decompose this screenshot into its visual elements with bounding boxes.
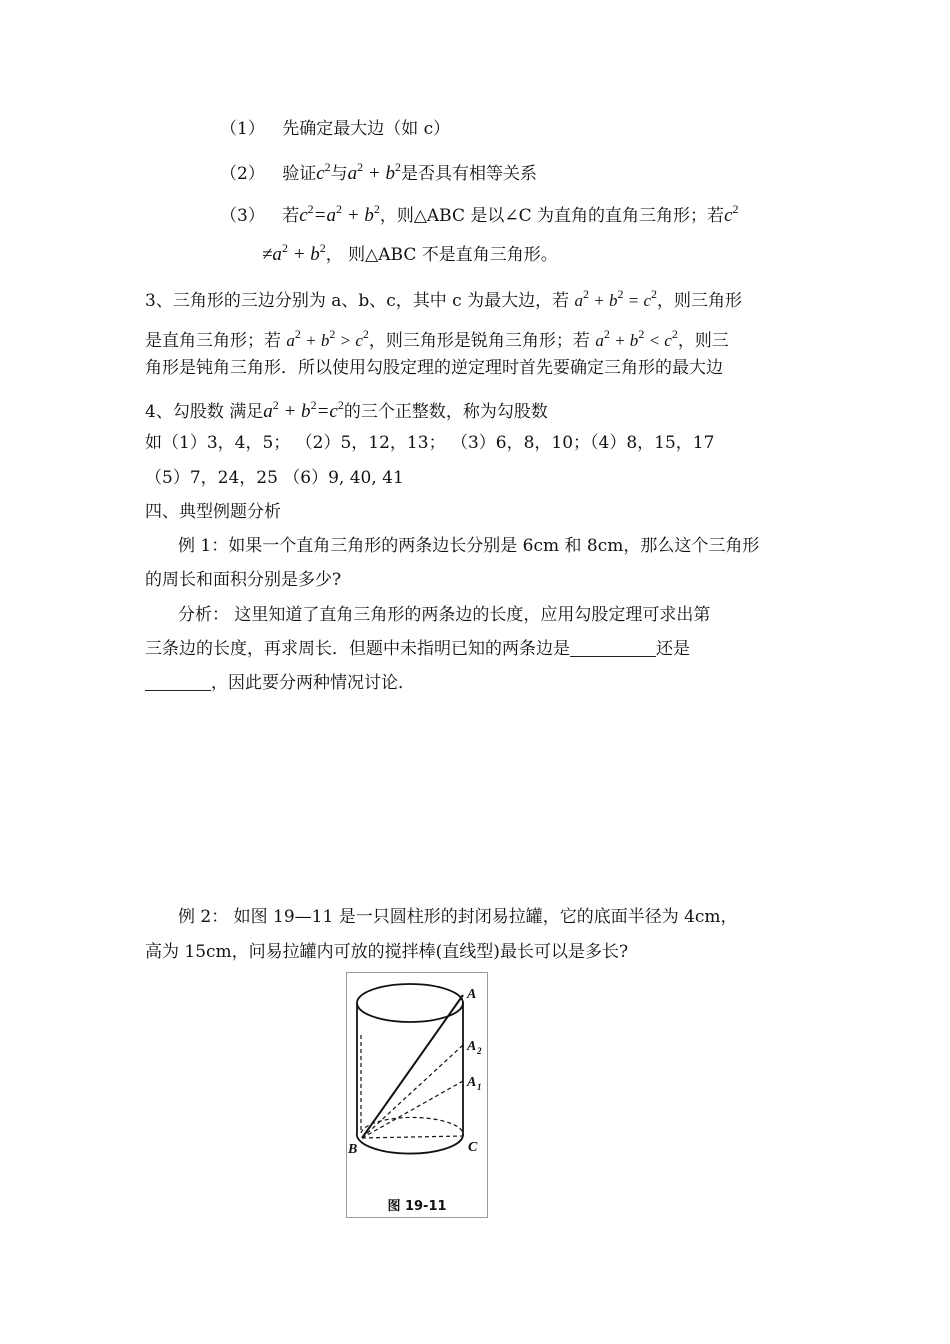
text: 3、三角形的三边分别为 a、b、c，其中 c 为最大边，若 bbox=[145, 291, 570, 311]
analysis-line-2 bbox=[145, 637, 690, 661]
text: 还是 bbox=[656, 639, 690, 659]
point-3-line-2 bbox=[145, 322, 729, 353]
point-4 bbox=[145, 393, 548, 424]
label-B: B bbox=[348, 1142, 358, 1157]
example-1-line-1: 例 1：如果一个直角三角形的两条边长分别是 6cm 和 8cm，那么这个三角形 bbox=[178, 536, 760, 556]
text: ，则三 bbox=[677, 331, 729, 351]
answer-blank-1[interactable] bbox=[570, 638, 656, 657]
step-3-cont bbox=[262, 236, 558, 267]
analysis-line-3 bbox=[145, 671, 415, 695]
diagonal-BA bbox=[362, 995, 463, 1138]
example-2-line-1: 例 2： 如图 19—11 是一只圆柱形的封闭易拉罐，它的底面半径为 4cm， bbox=[178, 907, 738, 927]
step-text: 先确定最大边（如 c） bbox=[282, 119, 451, 139]
label-A1: A bbox=[467, 1075, 477, 1090]
example-2-line-2: 高为 15cm，问易拉罐内可放的搅拌棒(直线型)最长可以是多长? bbox=[145, 942, 629, 962]
point-3-line-1 bbox=[145, 282, 742, 313]
bottom-arc-back bbox=[361, 1117, 463, 1136]
step-number: （1） bbox=[220, 119, 265, 139]
text: ，则三角形是锐角三角形；若 bbox=[368, 331, 590, 351]
label-A1-sub: 1 bbox=[477, 1082, 482, 1092]
formula-acute: $a^2 + b^2 > c^2$ bbox=[286, 327, 369, 350]
formula-c2: $c^2$ bbox=[316, 160, 331, 184]
text: 4、勾股数 满足 bbox=[145, 402, 264, 422]
text: ，因此要分两种情况讨论． bbox=[211, 673, 415, 693]
step-text: 与 bbox=[330, 164, 348, 184]
step-text: 验证 bbox=[282, 164, 317, 184]
answer-blank-2[interactable] bbox=[145, 672, 211, 691]
text: 三条边的长度，再求周长．但题中未指明已知的两条边是 bbox=[145, 639, 570, 659]
step-text: ，则△ABC 是以∠C 为直角的直角三角形；若 bbox=[379, 206, 725, 226]
formula-c2-eq: $c^2=a^2 + b^2$ bbox=[299, 202, 380, 226]
formula-obtuse: $a^2 + b^2 < c^2$ bbox=[595, 327, 678, 350]
figure-caption: 图 19-11 bbox=[387, 1199, 447, 1214]
diameter-BC bbox=[362, 1136, 463, 1138]
text: ，则三角形 bbox=[657, 291, 743, 311]
point-3-line-3: 角形是钝角三角形．所以使用勾股定理的逆定理时首先要确定三角形的最大边 bbox=[145, 358, 723, 378]
formula-a2-plus-b2: $a^2 + b^2$ bbox=[347, 160, 401, 184]
label-A2-sub: 2 bbox=[477, 1046, 482, 1056]
segment-BA1 bbox=[362, 1081, 463, 1138]
figure-cylinder bbox=[346, 972, 488, 1218]
formula-pythagoras: $a^2 + b^2=c^2$ bbox=[263, 398, 344, 422]
formula-right: $a^2 + b^2 = c^2$ bbox=[574, 287, 658, 310]
step-text: 若 bbox=[282, 206, 300, 226]
step-number: （3） bbox=[220, 206, 265, 226]
examples-line-1: 如（1）3，4，5； （2）5，12，13； （3）6，8，10；（4）8，15，17 bbox=[145, 433, 715, 453]
segment-BA2 bbox=[362, 1045, 463, 1138]
cylinder-diagram bbox=[347, 973, 487, 1217]
section-title: 四、典型例题分析 bbox=[145, 502, 281, 522]
formula-c2: $c^2$ bbox=[724, 202, 739, 226]
example-1-line-2: 的周长和面积分别是多少? bbox=[145, 570, 342, 590]
label-A2: A bbox=[467, 1039, 477, 1054]
label-C: C bbox=[468, 1140, 478, 1155]
step-2 bbox=[220, 155, 537, 186]
text: 是直角三角形；若 bbox=[145, 331, 281, 351]
formula-neq: $\ne a^2 + b^2$ bbox=[262, 241, 326, 265]
label-A: A bbox=[467, 987, 477, 1002]
step-number: （2） bbox=[220, 164, 265, 184]
text: 的三个正整数，称为勾股数 bbox=[343, 402, 548, 422]
examples-line-2: （5）7，24，25 （6）9, 40, 41 bbox=[145, 468, 404, 488]
analysis-line-1: 分析： 这里知道了直角三角形的两条边的长度，应用勾股定理可求出第 bbox=[178, 605, 711, 625]
step-text: ， 则△ABC 不是直角三角形。 bbox=[325, 245, 558, 265]
step-1 bbox=[220, 117, 450, 141]
step-text: 是否具有相等关系 bbox=[401, 164, 537, 184]
step-3 bbox=[220, 197, 739, 228]
